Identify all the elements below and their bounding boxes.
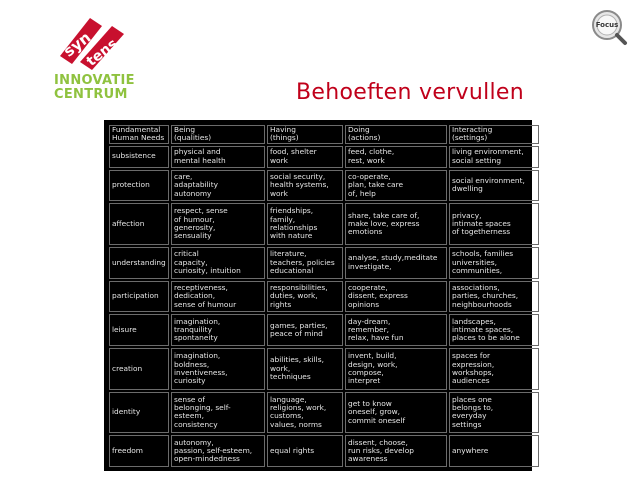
having-cell: games, parties, peace of mind [267,314,343,346]
having-cell: friendships, family, relationships with nature [267,203,343,245]
need-name: creation [109,348,169,390]
need-name: subsistence [109,146,169,168]
logo-mark-text-1: syn [60,28,95,61]
doing-cell: dissent, choose, run risks, develop awareness [345,435,447,467]
interacting-cell: places one belongs to, everyday settings [449,392,539,434]
focus-badge-label: Focus [595,21,619,29]
having-cell: equal rights [267,435,343,467]
being-cell: imagination, boldness, inventiveness, curiosity [171,348,265,390]
logo-mark-text-2: tens [83,35,121,70]
table-row [109,348,539,390]
doing-cell: invent, build, design, work, compose, interpret [345,348,447,390]
doing-cell: cooperate, dissent, express opinions [345,281,447,313]
table-row [109,170,539,202]
header-being: Being (qualities) [171,125,265,144]
page-title: Behoeften vervullen [296,80,524,105]
doing-cell: co-operate, plan, take care of, help [345,170,447,202]
table-row [109,392,539,434]
having-cell: literature, teachers, policies educational [267,247,343,279]
interacting-cell: associations, parties, churches, neighbourhoods [449,281,539,313]
being-cell: critical capacity, curiosity, intuition [171,247,265,279]
interacting-cell: anywhere [449,435,539,467]
syntens-logo [54,12,144,108]
needs-table [107,123,541,469]
table-row [109,146,539,168]
being-cell: sense of belonging, self- esteem, consistency [171,392,265,434]
table-header-row [109,125,539,144]
being-cell: imagination, tranquility spontaneity [171,314,265,346]
being-cell: respect, sense of humour, generosity, sensuality [171,203,265,245]
doing-cell: analyse, study,meditate investigate, [345,247,447,279]
need-name: leisure [109,314,169,346]
human-needs-matrix [104,120,532,471]
need-name: identity [109,392,169,434]
interacting-cell: spaces for expression, workshops, audiences [449,348,539,390]
doing-cell: feed, clothe, rest, work [345,146,447,168]
doing-cell: share, take care of, make love, express emotions [345,203,447,245]
need-name: protection [109,170,169,202]
interacting-cell: living environment, social setting [449,146,539,168]
interacting-cell: schools, families universities, communities, [449,247,539,279]
having-cell: responsibilities, duties, work, rights [267,281,343,313]
having-cell: social security, health systems, work [267,170,343,202]
table-row [109,435,539,467]
having-cell: language, religions, work, customs, values, norms [267,392,343,434]
being-cell: receptiveness, dedication, sense of humour [171,281,265,313]
table-row [109,247,539,279]
table-row [109,314,539,346]
interacting-cell: social environment, dwelling [449,170,539,202]
doing-cell: day-dream, remember, relax, have fun [345,314,447,346]
having-cell: abilities, skills, work, techniques [267,348,343,390]
logo-line-2: CENTRUM [54,87,128,102]
being-cell: physical and mental health [171,146,265,168]
logo-line-1: INNOVATIE [54,73,135,88]
header-interacting: Interacting (settings) [449,125,539,144]
focus-badge-icon [590,8,628,46]
doing-cell: get to know oneself, grow, commit oneself [345,392,447,434]
need-name: understanding [109,247,169,279]
being-cell: autonomy, passion, self-esteem, open-mindedness [171,435,265,467]
need-name: affection [109,203,169,245]
being-cell: care, adaptability autonomy [171,170,265,202]
header-fundamental-needs: Fundamental Human Needs [109,125,169,144]
table-row [109,203,539,245]
syntens-logo-mark [54,12,144,74]
table-row [109,281,539,313]
need-name: freedom [109,435,169,467]
interacting-cell: landscapes, intimate spaces, places to be alone [449,314,539,346]
header-doing: Doing (actions) [345,125,447,144]
header-having: Having (things) [267,125,343,144]
having-cell: food, shelter work [267,146,343,168]
interacting-cell: privacy, intimate spaces of togetherness [449,203,539,245]
need-name: participation [109,281,169,313]
